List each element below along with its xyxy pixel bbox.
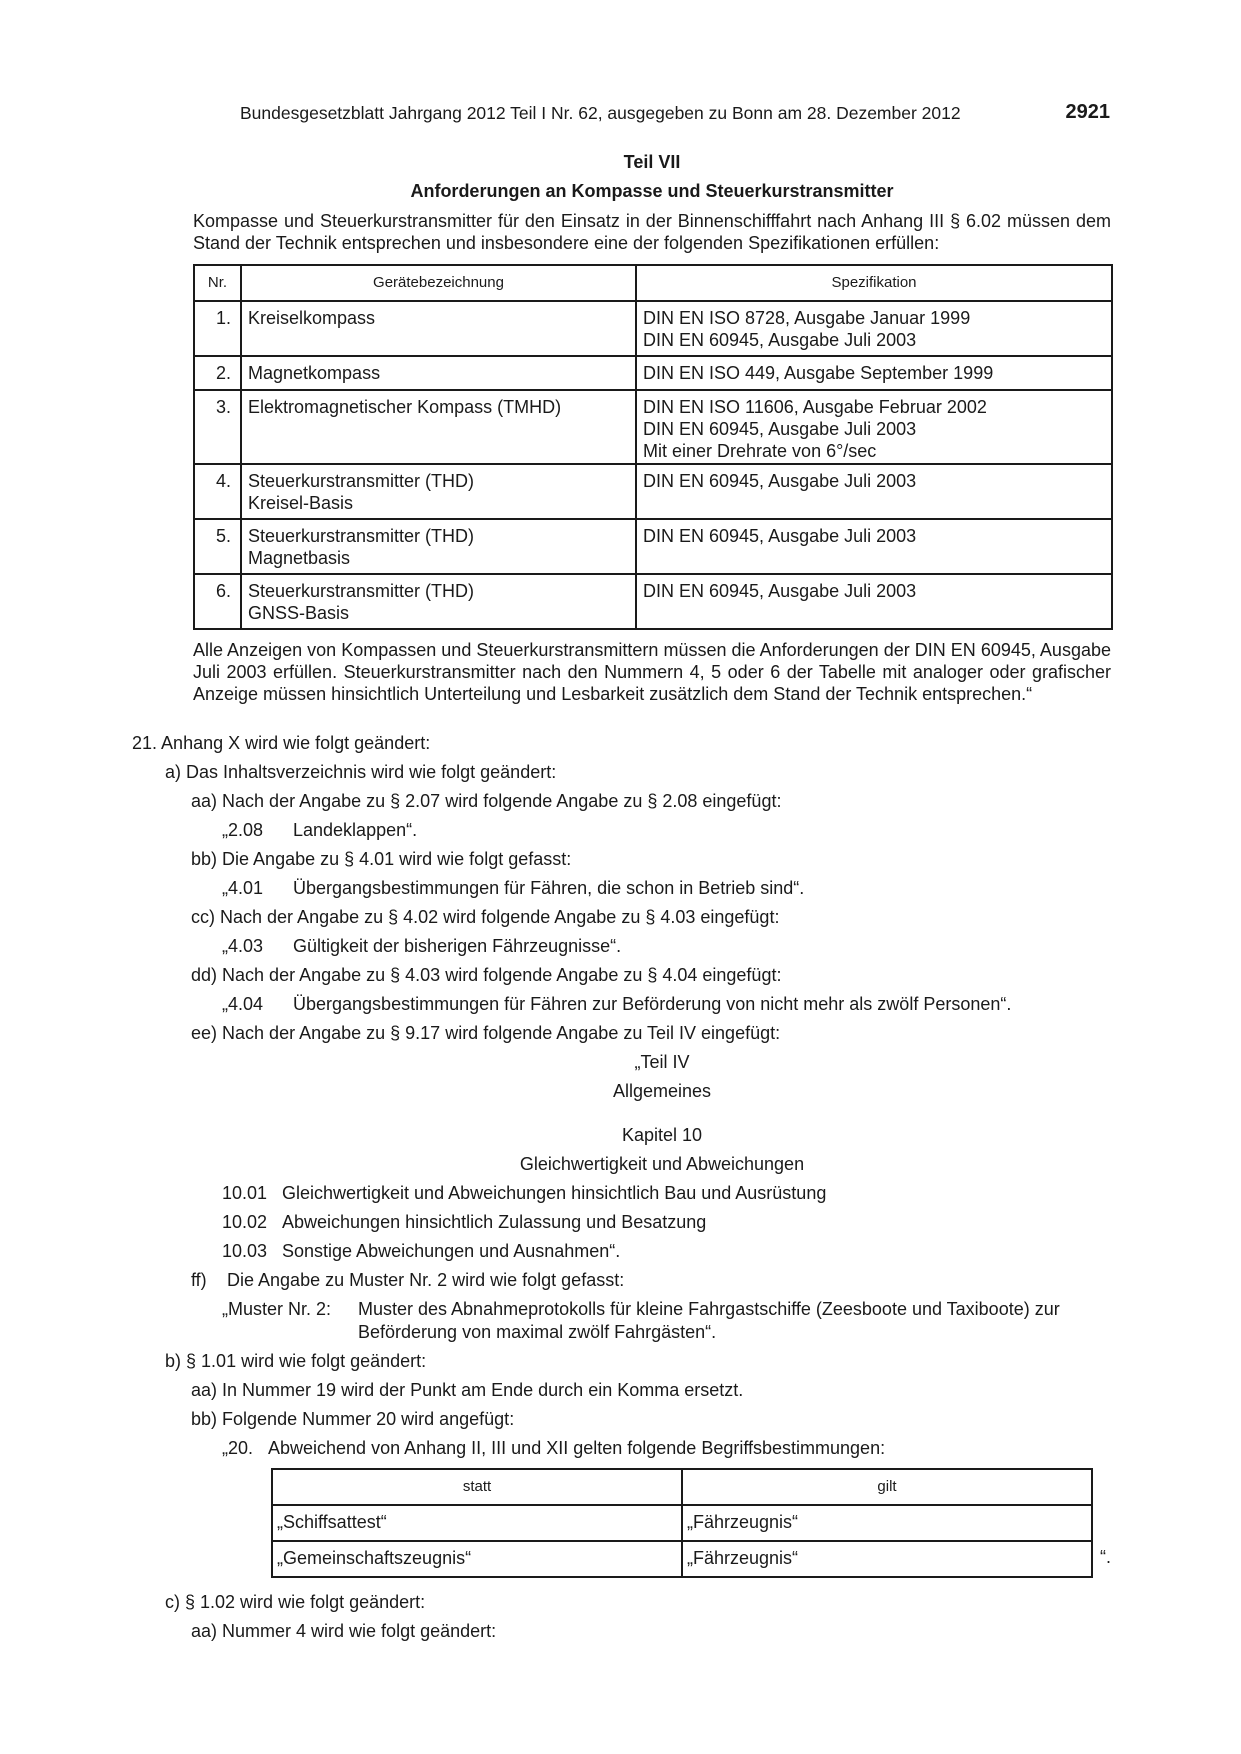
table-row (194, 464, 1112, 519)
ee-part: „Teil IV (634, 1052, 690, 1072)
table-row (272, 1541, 1092, 1577)
row-nr: 6. (194, 574, 241, 629)
table-row (194, 574, 1112, 629)
row-spec: DIN EN 60945, Ausgabe Juli 2003 (636, 574, 1112, 629)
header-spec: Spezifikation (636, 265, 1112, 301)
cell-old: „Schiffsattest“ (272, 1505, 682, 1541)
entry-10-01: 10.01 Gleichwertigkeit und Abweichungen hinsichtlich Bau und Ausrüstung (222, 1183, 827, 1203)
ee-chapter-title: Gleichwertigkeit und Abweichungen (519, 1154, 805, 1174)
definition-table (271, 1468, 1093, 1578)
item-b-aa: aa) In Nummer 19 wird der Punkt am Ende durch ein Komma ersetzt. (191, 1380, 744, 1400)
item-21: 21. Anhang X wird wie folgt geändert: (132, 733, 431, 753)
row-nr: 2. (194, 356, 241, 390)
table-row (194, 356, 1112, 390)
definition-table-header (272, 1469, 1092, 1505)
entry-4-04: „4.04 Übergangsbestimmungen für Fähren zur Beförderung von nicht mehr als zwölf Personen“. (222, 994, 1012, 1014)
header-device: Gerätebezeichnung (241, 265, 636, 301)
item-21-c: c) § 1.02 wird wie folgt geändert: (165, 1592, 426, 1612)
spec-table-header (194, 265, 1112, 301)
spec-table (193, 264, 1113, 630)
intro-paragraph: Kompasse und Steuerkurstransmitter für den Einsatz in der Binnenschifffahrt nach Anhang III § 6.02 müssen dem Stand der Technik entsprechen und insbesondere eine der folgenden Spezifikationen erfüllen: (193, 211, 1111, 253)
page-number: 2921 (1065, 101, 1110, 123)
part-heading: Teil VII (623, 152, 681, 172)
part-title: Anforderungen an Kompasse und Steuerkurstransmitter (410, 181, 894, 201)
ee-chapter: Kapitel 10 (621, 1125, 703, 1145)
item-21-b: b) § 1.01 wird wie folgt geändert: (165, 1351, 427, 1371)
item-c-aa: aa) Nummer 4 wird wie folgt geändert: (191, 1621, 497, 1641)
entry-4-03: „4.03 Gültigkeit der bisherigen Fährzeugnisse“. (222, 936, 622, 956)
item-a-aa: aa) Nach der Angabe zu § 2.07 wird folgende Angabe zu § 2.08 eingefügt: (191, 791, 782, 811)
row-spec: DIN EN 60945, Ausgabe Juli 2003 (636, 464, 1112, 519)
row-nr: 3. (194, 390, 241, 464)
running-title: Bundesgesetzblatt Jahrgang 2012 Teil I Nr. 62, ausgegeben zu Bonn am 28. Dezember 2012 (240, 103, 961, 123)
row-device: Steuerkurstransmitter (THD) Kreisel-Basis (241, 464, 636, 519)
item-a-dd: dd) Nach der Angabe zu § 4.03 wird folgende Angabe zu § 4.04 eingefügt: (191, 965, 782, 985)
header-nr: Nr. (194, 265, 241, 301)
row-nr: 4. (194, 464, 241, 519)
row-spec: DIN EN ISO 8728, Ausgabe Januar 1999 DIN EN 60945, Ausgabe Juli 2003 (636, 301, 1112, 356)
row-device: Kreiselkompass (241, 301, 636, 356)
item-a-bb: bb) Die Angabe zu § 4.01 wird wie folgt gefasst: (191, 849, 572, 869)
entry-muster-2-cont: Beförderung von maximal zwölf Fahrgästen“. (358, 1322, 717, 1342)
table-row (194, 390, 1112, 464)
cell-new: „Fährzeugnis“ (682, 1505, 1092, 1541)
row-device: Steuerkurstransmitter (THD) Magnetbasis (241, 519, 636, 574)
table-row (194, 301, 1112, 356)
entry-2-08: „2.08 Landeklappen“. (222, 820, 418, 840)
row-spec: DIN EN 60945, Ausgabe Juli 2003 (636, 519, 1112, 574)
row-nr: 5. (194, 519, 241, 574)
item-a-cc: cc) Nach der Angabe zu § 4.02 wird folgende Angabe zu § 4.03 eingefügt: (191, 907, 780, 927)
row-spec: DIN EN ISO 449, Ausgabe September 1999 (636, 356, 1112, 390)
ee-part-title: Allgemeines (612, 1081, 712, 1101)
entry-10-02: 10.02 Abweichungen hinsichtlich Zulassung und Besatzung (222, 1212, 707, 1232)
row-device: Elektromagnetischer Kompass (TMHD) (241, 390, 636, 464)
row-spec: DIN EN ISO 11606, Ausgabe Februar 2002 DIN EN 60945, Ausgabe Juli 2003 Mit einer Drehrate von 6°/sec (636, 390, 1112, 464)
table-closing-quote: “. (1100, 1547, 1111, 1567)
entry-20: „20. Abweichend von Anhang II, III und XII gelten folgende Begriffsbestimmungen: (222, 1438, 886, 1458)
row-device: Magnetkompass (241, 356, 636, 390)
item-a-ee: ee) Nach der Angabe zu § 9.17 wird folgende Angabe zu Teil IV eingefügt: (191, 1023, 781, 1043)
entry-muster-2: „Muster Nr. 2: Muster des Abnahmeprotokolls für kleine Fahrgastschiffe (Zeesboote und Taxiboote) zur (222, 1299, 1060, 1319)
row-device: Steuerkurstransmitter (THD) GNSS-Basis (241, 574, 636, 629)
item-21-a: a) Das Inhaltsverzeichnis wird wie folgt geändert: (165, 762, 557, 782)
table-row (272, 1505, 1092, 1541)
item-a-ff: ff) Die Angabe zu Muster Nr. 2 wird wie folgt gefasst: (191, 1270, 625, 1290)
item-b-bb: bb) Folgende Nummer 20 wird angefügt: (191, 1409, 515, 1429)
row-nr: 1. (194, 301, 241, 356)
header-gilt: gilt (682, 1469, 1092, 1505)
entry-4-01: „4.01 Übergangsbestimmungen für Fähren, die schon in Betrieb sind“. (222, 878, 805, 898)
cell-new: „Fährzeugnis“ (682, 1541, 1092, 1577)
header-statt: statt (272, 1469, 682, 1505)
table-row (194, 519, 1112, 574)
running-header (240, 103, 1110, 124)
cell-old: „Gemeinschaftszeugnis“ (272, 1541, 682, 1577)
entry-10-03: 10.03 Sonstige Abweichungen und Ausnahmen“. (222, 1241, 621, 1261)
after-table-paragraph: Alle Anzeigen von Kompassen und Steuerkurstransmittern müssen die Anforderungen der DIN EN 60945, Ausgabe Juli 2003 erfüllen. Steuerkurstransmitter nach den Nummern 4, 5 oder 6 der Tabelle mit analoger oder grafischer Anzeige müssen hinsichtlich Unterteilung und Lesbarkeit zusätzlich dem Stand der Technik entsprechen.“ (193, 640, 1111, 704)
